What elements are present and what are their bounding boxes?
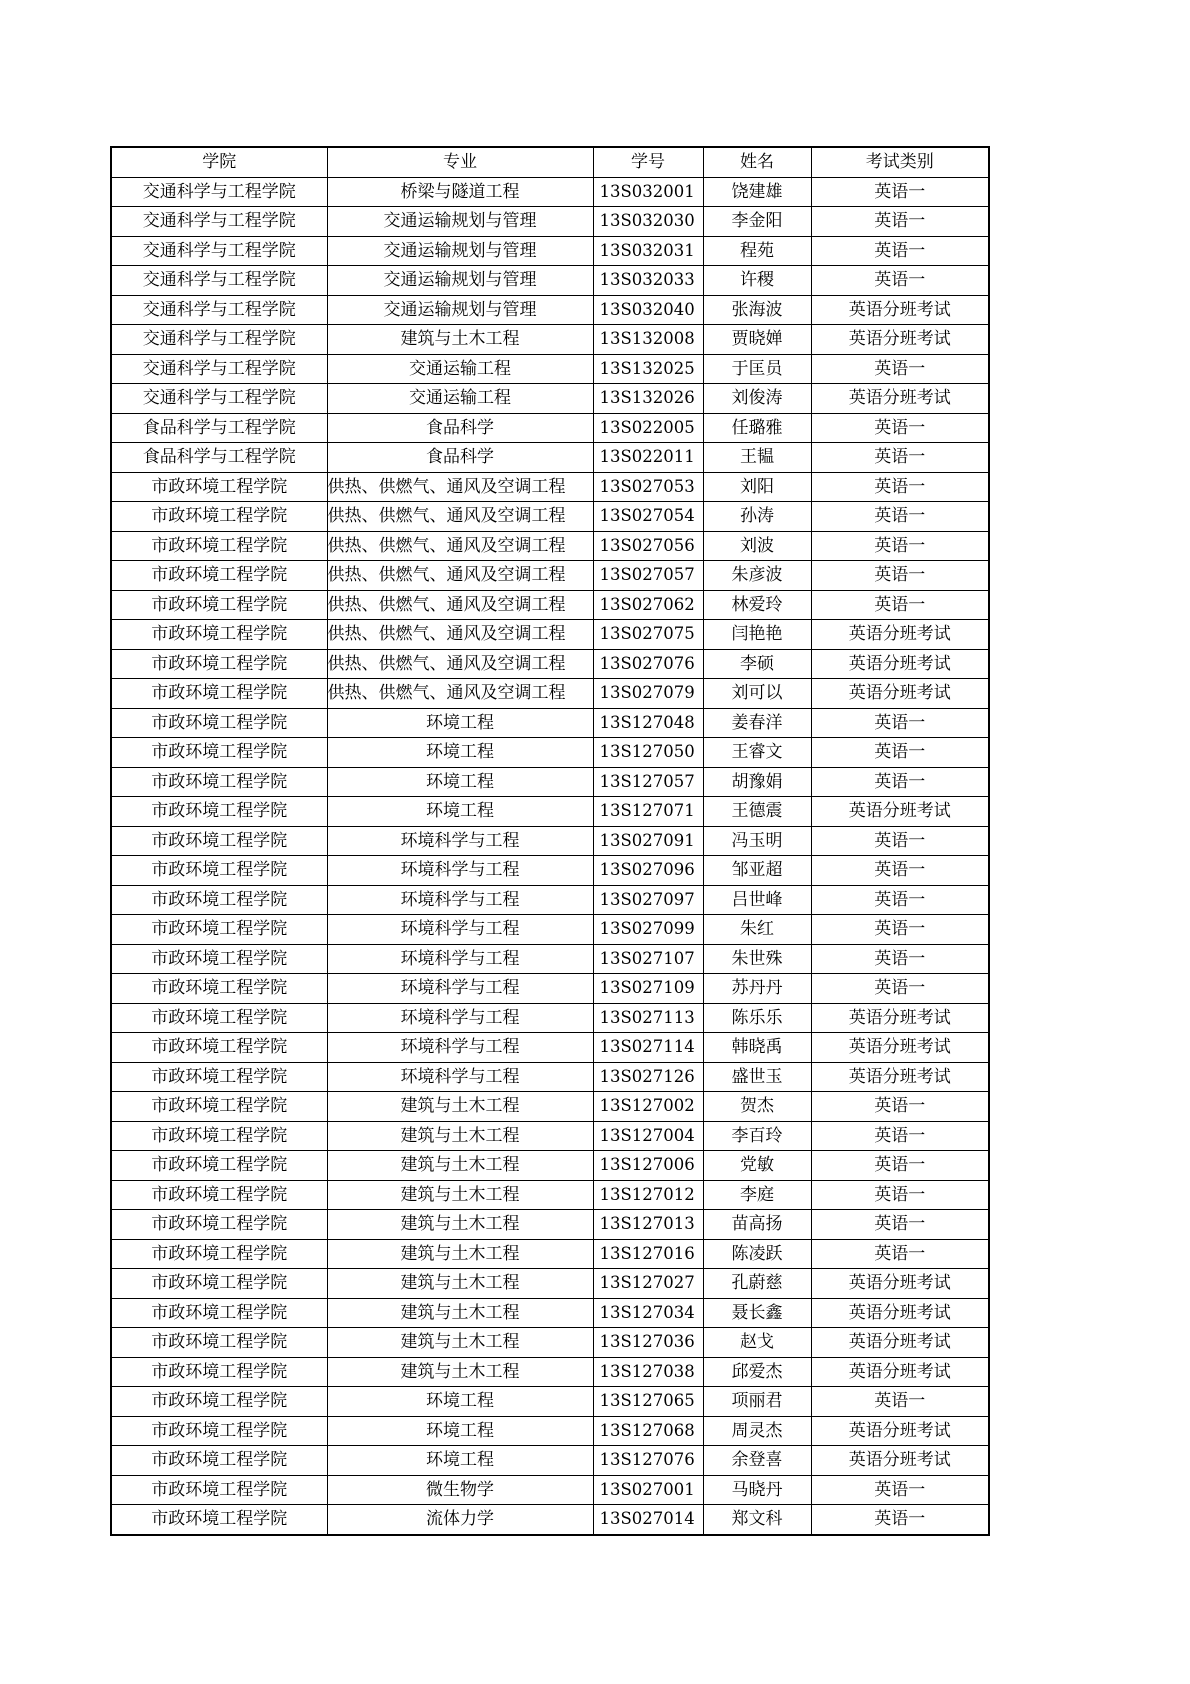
name-cell: 项丽君 [703,1387,811,1417]
student-id-cell: 13S032033 [593,266,703,296]
student-id-cell: 13S027062 [593,590,703,620]
name-cell: 程苑 [703,236,811,266]
student-id-cell: 13S127065 [593,1387,703,1417]
major-cell: 建筑与土木工程 [327,1092,593,1122]
name-cell: 朱彦波 [703,561,811,591]
major-cell: 环境科学与工程 [327,885,593,915]
major-cell: 环境工程 [327,738,593,768]
major-cell: 环境科学与工程 [327,1003,593,1033]
exam-type-cell: 英语一 [811,472,989,502]
college-cell: 市政环境工程学院 [111,885,327,915]
table-row [111,384,989,414]
student-id-cell: 13S027056 [593,531,703,561]
major-cell: 供热、供燃气、通风及空调工程 [327,590,593,620]
name-cell: 聂长鑫 [703,1298,811,1328]
name-cell: 刘波 [703,531,811,561]
table-row [111,915,989,945]
college-cell: 市政环境工程学院 [111,856,327,886]
major-cell: 环境工程 [327,1446,593,1476]
major-cell: 交通运输规划与管理 [327,236,593,266]
exam-type-cell: 英语一 [811,708,989,738]
student-id-cell: 13S127057 [593,767,703,797]
college-cell: 市政环境工程学院 [111,531,327,561]
name-cell: 李百玲 [703,1121,811,1151]
table-row [111,443,989,473]
exam-type-cell: 英语分班考试 [811,1003,989,1033]
exam-type-cell: 英语分班考试 [811,1298,989,1328]
major-cell: 供热、供燃气、通风及空调工程 [327,472,593,502]
header-college: 学院 [111,147,327,177]
student-id-cell: 13S127013 [593,1210,703,1240]
college-cell: 市政环境工程学院 [111,1505,327,1535]
student-id-cell: 13S027076 [593,649,703,679]
exam-type-cell: 英语一 [811,1475,989,1505]
student-id-cell: 13S127004 [593,1121,703,1151]
table-row [111,1062,989,1092]
table-row [111,767,989,797]
table-row [111,738,989,768]
name-cell: 朱红 [703,915,811,945]
exam-type-cell: 英语一 [811,1239,989,1269]
table-body [111,177,989,1535]
exam-type-cell: 英语分班考试 [811,1062,989,1092]
name-cell: 冯玉明 [703,826,811,856]
college-cell: 食品科学与工程学院 [111,413,327,443]
name-cell: 林爱玲 [703,590,811,620]
table-row [111,679,989,709]
name-cell: 姜春洋 [703,708,811,738]
name-cell: 李庭 [703,1180,811,1210]
major-cell: 环境科学与工程 [327,915,593,945]
table-row [111,1357,989,1387]
table-row [111,207,989,237]
table-header-row [111,147,989,177]
student-id-cell: 13S132026 [593,384,703,414]
major-cell: 建筑与土木工程 [327,1180,593,1210]
name-cell: 邹亚超 [703,856,811,886]
major-cell: 交通运输工程 [327,354,593,384]
name-cell: 于匡员 [703,354,811,384]
name-cell: 刘俊涛 [703,384,811,414]
major-cell: 建筑与土木工程 [327,1328,593,1358]
college-cell: 交通科学与工程学院 [111,236,327,266]
student-id-cell: 13S027001 [593,1475,703,1505]
college-cell: 市政环境工程学院 [111,826,327,856]
exam-type-cell: 英语分班考试 [811,1416,989,1446]
name-cell: 闫艳艳 [703,620,811,650]
college-cell: 食品科学与工程学院 [111,443,327,473]
table-row [111,620,989,650]
student-id-cell: 13S027053 [593,472,703,502]
student-id-cell: 13S032040 [593,295,703,325]
college-cell: 市政环境工程学院 [111,1210,327,1240]
student-id-cell: 13S027099 [593,915,703,945]
exam-type-cell: 英语分班考试 [811,1033,989,1063]
student-id-cell: 13S027096 [593,856,703,886]
exam-type-cell: 英语一 [811,944,989,974]
student-id-cell: 13S027057 [593,561,703,591]
student-id-cell: 13S132008 [593,325,703,355]
exam-type-cell: 英语一 [811,826,989,856]
student-id-cell: 13S027075 [593,620,703,650]
exam-type-cell: 英语一 [811,561,989,591]
student-id-cell: 13S127038 [593,1357,703,1387]
name-cell: 赵戈 [703,1328,811,1358]
major-cell: 环境科学与工程 [327,1033,593,1063]
major-cell: 交通运输规划与管理 [327,207,593,237]
college-cell: 市政环境工程学院 [111,590,327,620]
exam-type-cell: 英语分班考试 [811,295,989,325]
name-cell: 苗高扬 [703,1210,811,1240]
exam-type-cell: 英语一 [811,1092,989,1122]
name-cell: 贾晓婵 [703,325,811,355]
table-row [111,1151,989,1181]
exam-type-cell: 英语一 [811,856,989,886]
name-cell: 贺杰 [703,1092,811,1122]
exam-type-cell: 英语一 [811,502,989,532]
college-cell: 市政环境工程学院 [111,1033,327,1063]
college-cell: 市政环境工程学院 [111,1416,327,1446]
name-cell: 任璐雅 [703,413,811,443]
college-cell: 市政环境工程学院 [111,974,327,1004]
table-row [111,1387,989,1417]
exam-type-cell: 英语分班考试 [811,797,989,827]
major-cell: 建筑与土木工程 [327,1269,593,1299]
exam-type-cell: 英语分班考试 [811,384,989,414]
major-cell: 建筑与土木工程 [327,1298,593,1328]
student-id-cell: 13S027054 [593,502,703,532]
major-cell: 建筑与土木工程 [327,1239,593,1269]
exam-type-cell: 英语一 [811,236,989,266]
exam-type-cell: 英语分班考试 [811,620,989,650]
college-cell: 市政环境工程学院 [111,502,327,532]
student-id-cell: 13S032030 [593,207,703,237]
name-cell: 胡豫娟 [703,767,811,797]
table-row [111,1210,989,1240]
student-id-cell: 13S127027 [593,1269,703,1299]
student-id-cell: 13S032031 [593,236,703,266]
table-row [111,826,989,856]
name-cell: 许稷 [703,266,811,296]
name-cell: 韩晓禹 [703,1033,811,1063]
exam-type-cell: 英语分班考试 [811,1357,989,1387]
college-cell: 市政环境工程学院 [111,1003,327,1033]
exam-type-cell: 英语一 [811,738,989,768]
table-row [111,944,989,974]
major-cell: 环境工程 [327,797,593,827]
major-cell: 建筑与土木工程 [327,1121,593,1151]
student-id-cell: 13S027091 [593,826,703,856]
table-row [111,1092,989,1122]
college-cell: 交通科学与工程学院 [111,207,327,237]
table-row [111,1269,989,1299]
header-student-id: 学号 [593,147,703,177]
exam-type-cell: 英语一 [811,177,989,207]
name-cell: 陈凌跃 [703,1239,811,1269]
college-cell: 市政环境工程学院 [111,679,327,709]
table-row [111,708,989,738]
college-cell: 市政环境工程学院 [111,797,327,827]
college-cell: 市政环境工程学院 [111,1180,327,1210]
college-cell: 市政环境工程学院 [111,1357,327,1387]
student-id-cell: 13S022005 [593,413,703,443]
exam-type-cell: 英语一 [811,443,989,473]
major-cell: 环境工程 [327,1416,593,1446]
exam-type-cell: 英语一 [811,590,989,620]
student-exam-table [110,146,990,1536]
table-row [111,531,989,561]
table-row [111,1416,989,1446]
exam-type-cell: 英语一 [811,413,989,443]
table-row [111,885,989,915]
table-row [111,1298,989,1328]
major-cell: 供热、供燃气、通风及空调工程 [327,531,593,561]
table-row [111,1121,989,1151]
table-row [111,797,989,827]
college-cell: 市政环境工程学院 [111,1446,327,1476]
exam-type-cell: 英语一 [811,915,989,945]
student-id-cell: 13S127002 [593,1092,703,1122]
name-cell: 孙涛 [703,502,811,532]
major-cell: 建筑与土木工程 [327,325,593,355]
table-row [111,177,989,207]
college-cell: 市政环境工程学院 [111,1092,327,1122]
exam-type-cell: 英语分班考试 [811,649,989,679]
major-cell: 环境科学与工程 [327,856,593,886]
major-cell: 建筑与土木工程 [327,1151,593,1181]
college-cell: 交通科学与工程学院 [111,266,327,296]
student-id-cell: 13S027113 [593,1003,703,1033]
student-id-cell: 13S127034 [593,1298,703,1328]
college-cell: 交通科学与工程学院 [111,354,327,384]
college-cell: 交通科学与工程学院 [111,295,327,325]
table-row [111,1033,989,1063]
college-cell: 市政环境工程学院 [111,1298,327,1328]
table-row [111,649,989,679]
college-cell: 市政环境工程学院 [111,649,327,679]
student-id-cell: 13S127048 [593,708,703,738]
exam-type-cell: 英语一 [811,885,989,915]
student-id-cell: 13S032001 [593,177,703,207]
table-row [111,354,989,384]
name-cell: 王睿文 [703,738,811,768]
table-row [111,974,989,1004]
student-id-cell: 13S127050 [593,738,703,768]
name-cell: 李硕 [703,649,811,679]
college-cell: 市政环境工程学院 [111,1269,327,1299]
major-cell: 供热、供燃气、通风及空调工程 [327,679,593,709]
student-id-cell: 13S127076 [593,1446,703,1476]
student-id-cell: 13S027079 [593,679,703,709]
major-cell: 环境科学与工程 [327,974,593,1004]
major-cell: 食品科学 [327,443,593,473]
college-cell: 市政环境工程学院 [111,738,327,768]
table-row [111,1505,989,1535]
name-cell: 陈乐乐 [703,1003,811,1033]
major-cell: 流体力学 [327,1505,593,1535]
name-cell: 李金阳 [703,207,811,237]
header-exam-type: 考试类别 [811,147,989,177]
exam-type-cell: 英语一 [811,1151,989,1181]
table-row [111,1239,989,1269]
college-cell: 市政环境工程学院 [111,915,327,945]
exam-type-cell: 英语分班考试 [811,325,989,355]
student-id-cell: 13S132025 [593,354,703,384]
exam-type-cell: 英语一 [811,974,989,1004]
college-cell: 交通科学与工程学院 [111,177,327,207]
major-cell: 食品科学 [327,413,593,443]
college-cell: 市政环境工程学院 [111,472,327,502]
college-cell: 市政环境工程学院 [111,1328,327,1358]
exam-type-cell: 英语分班考试 [811,1269,989,1299]
name-cell: 盛世玉 [703,1062,811,1092]
name-cell: 饶建雄 [703,177,811,207]
table-row [111,856,989,886]
exam-type-cell: 英语一 [811,266,989,296]
college-cell: 市政环境工程学院 [111,1121,327,1151]
exam-type-cell: 英语分班考试 [811,1446,989,1476]
exam-type-cell: 英语一 [811,1210,989,1240]
student-id-cell: 13S027126 [593,1062,703,1092]
major-cell: 交通运输规划与管理 [327,295,593,325]
name-cell: 党敏 [703,1151,811,1181]
student-id-cell: 13S027114 [593,1033,703,1063]
table-row [111,1475,989,1505]
exam-type-cell: 英语一 [811,1180,989,1210]
exam-type-cell: 英语一 [811,767,989,797]
student-id-cell: 13S027109 [593,974,703,1004]
table-row [111,502,989,532]
exam-type-cell: 英语一 [811,1387,989,1417]
table-row [111,295,989,325]
name-cell: 马晓丹 [703,1475,811,1505]
table-row [111,325,989,355]
table-row [111,561,989,591]
student-id-cell: 13S027097 [593,885,703,915]
major-cell: 供热、供燃气、通风及空调工程 [327,649,593,679]
student-id-cell: 13S027014 [593,1505,703,1535]
name-cell: 张海波 [703,295,811,325]
major-cell: 环境工程 [327,1387,593,1417]
name-cell: 刘可以 [703,679,811,709]
student-id-cell: 13S127016 [593,1239,703,1269]
table-row [111,236,989,266]
exam-type-cell: 英语一 [811,207,989,237]
name-cell: 周灵杰 [703,1416,811,1446]
exam-type-cell: 英语分班考试 [811,679,989,709]
exam-type-cell: 英语一 [811,531,989,561]
table-row [111,1003,989,1033]
college-cell: 市政环境工程学院 [111,1475,327,1505]
major-cell: 供热、供燃气、通风及空调工程 [327,502,593,532]
table-row [111,1328,989,1358]
college-cell: 市政环境工程学院 [111,1062,327,1092]
student-id-cell: 13S127006 [593,1151,703,1181]
name-cell: 朱世殊 [703,944,811,974]
name-cell: 王德震 [703,797,811,827]
college-cell: 市政环境工程学院 [111,944,327,974]
major-cell: 建筑与土木工程 [327,1357,593,1387]
header-name: 姓名 [703,147,811,177]
major-cell: 环境工程 [327,708,593,738]
major-cell: 环境工程 [327,767,593,797]
name-cell: 孔蔚慈 [703,1269,811,1299]
name-cell: 王韫 [703,443,811,473]
name-cell: 郑文科 [703,1505,811,1535]
name-cell: 余登喜 [703,1446,811,1476]
college-cell: 交通科学与工程学院 [111,384,327,414]
college-cell: 市政环境工程学院 [111,1239,327,1269]
student-id-cell: 13S127068 [593,1416,703,1446]
major-cell: 环境科学与工程 [327,826,593,856]
major-cell: 建筑与土木工程 [327,1210,593,1240]
major-cell: 微生物学 [327,1475,593,1505]
major-cell: 交通运输规划与管理 [327,266,593,296]
table-row [111,413,989,443]
student-id-cell: 13S127012 [593,1180,703,1210]
exam-type-cell: 英语一 [811,354,989,384]
student-id-cell: 13S127071 [593,797,703,827]
major-cell: 供热、供燃气、通风及空调工程 [327,620,593,650]
college-cell: 交通科学与工程学院 [111,325,327,355]
college-cell: 市政环境工程学院 [111,767,327,797]
college-cell: 市政环境工程学院 [111,561,327,591]
major-cell: 环境科学与工程 [327,944,593,974]
header-major: 专业 [327,147,593,177]
name-cell: 吕世峰 [703,885,811,915]
major-cell: 桥梁与隧道工程 [327,177,593,207]
exam-type-cell: 英语分班考试 [811,1328,989,1358]
exam-type-cell: 英语一 [811,1505,989,1535]
name-cell: 刘阳 [703,472,811,502]
table-row [111,266,989,296]
student-exam-table-container [110,146,988,1536]
exam-type-cell: 英语一 [811,1121,989,1151]
student-id-cell: 13S022011 [593,443,703,473]
college-cell: 市政环境工程学院 [111,1151,327,1181]
college-cell: 市政环境工程学院 [111,708,327,738]
major-cell: 环境科学与工程 [327,1062,593,1092]
student-id-cell: 13S027107 [593,944,703,974]
college-cell: 市政环境工程学院 [111,620,327,650]
major-cell: 交通运输工程 [327,384,593,414]
name-cell: 苏丹丹 [703,974,811,1004]
table-row [111,590,989,620]
table-row [111,1180,989,1210]
student-id-cell: 13S127036 [593,1328,703,1358]
name-cell: 邱爱杰 [703,1357,811,1387]
college-cell: 市政环境工程学院 [111,1387,327,1417]
major-cell: 供热、供燃气、通风及空调工程 [327,561,593,591]
table-row [111,472,989,502]
table-row [111,1446,989,1476]
